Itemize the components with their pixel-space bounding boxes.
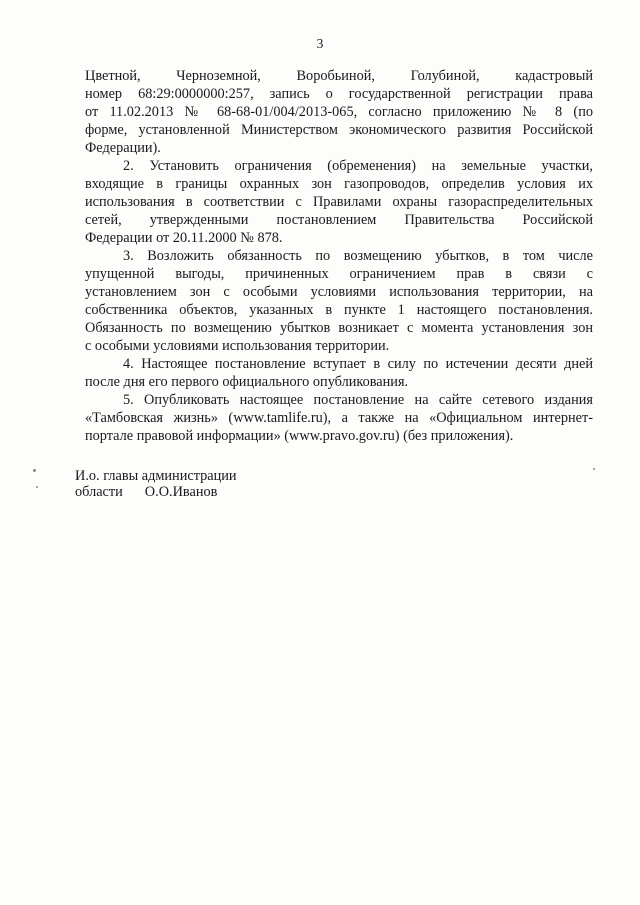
body-line: использования в соответствии с Правилами охраны газораспределительных	[85, 194, 593, 210]
scan-speck	[33, 469, 36, 472]
paragraph-2-start: 2. Установить ограничения (обременения) на земельные участки,	[123, 158, 593, 174]
body-line: Федерации от 20.11.2000 № 878.	[85, 230, 283, 246]
body-line: форме, установленной Министерством экономического развития Российской	[85, 122, 593, 138]
body-line: упущенной выгоды, причиненных ограничением прав в связи с	[85, 266, 593, 282]
paragraph-5-start: 5. Опубликовать настоящее постановление на сайте сетевого издания	[123, 392, 593, 408]
body-line: «Тамбовская жизнь» (www.tamlife.ru), а также на «Официальном интернет-	[85, 410, 593, 426]
paragraph-4-start: 4. Настоящее постановление вступает в силу по истечении десяти дней	[123, 356, 593, 372]
scan-speck	[36, 486, 38, 488]
body-line: после дня его первого официального опубликования.	[85, 374, 409, 390]
body-line: с особыми условиями использования территории.	[85, 338, 390, 354]
body-line: портале правовой информации» (www.pravo.gov.ru) (без приложения).	[85, 428, 514, 444]
body-line: Обязанность по возмещению убытков возникает с момента установления зон	[85, 320, 593, 336]
scan-speck	[593, 468, 595, 470]
body-line: Федерации).	[85, 140, 161, 156]
body-line: Цветной, Черноземной, Воробьиной, Голубиной, кадастровый	[85, 68, 593, 84]
signer-name: О.О.Иванов	[144, 484, 218, 500]
paragraph-3-start: 3. Возложить обязанность по возмещению убытков, в том числе	[123, 248, 593, 264]
signature-region: области	[75, 484, 123, 500]
page-number: 3	[316, 36, 324, 51]
body-line: от 11.02.2013 № 68-68-01/004/2013-065, согласно приложению № 8 (по	[85, 104, 593, 120]
body-line: собственника объектов, указанных в пункте 1 настоящего постановления.	[85, 302, 593, 318]
signature-position: И.о. главы администрации	[75, 468, 237, 484]
body-line: входящие в границы охранных зон газопроводов, определив условия их	[85, 176, 593, 192]
signature-line	[75, 484, 217, 500]
body-line: установлением зон с особыми условиями использования территории, на	[85, 284, 593, 300]
body-line: сетей, утвержденными постановлением Правительства Российской	[85, 212, 593, 228]
body-line: номер 68:29:0000000:257, запись о государственной регистрации права	[85, 86, 593, 102]
